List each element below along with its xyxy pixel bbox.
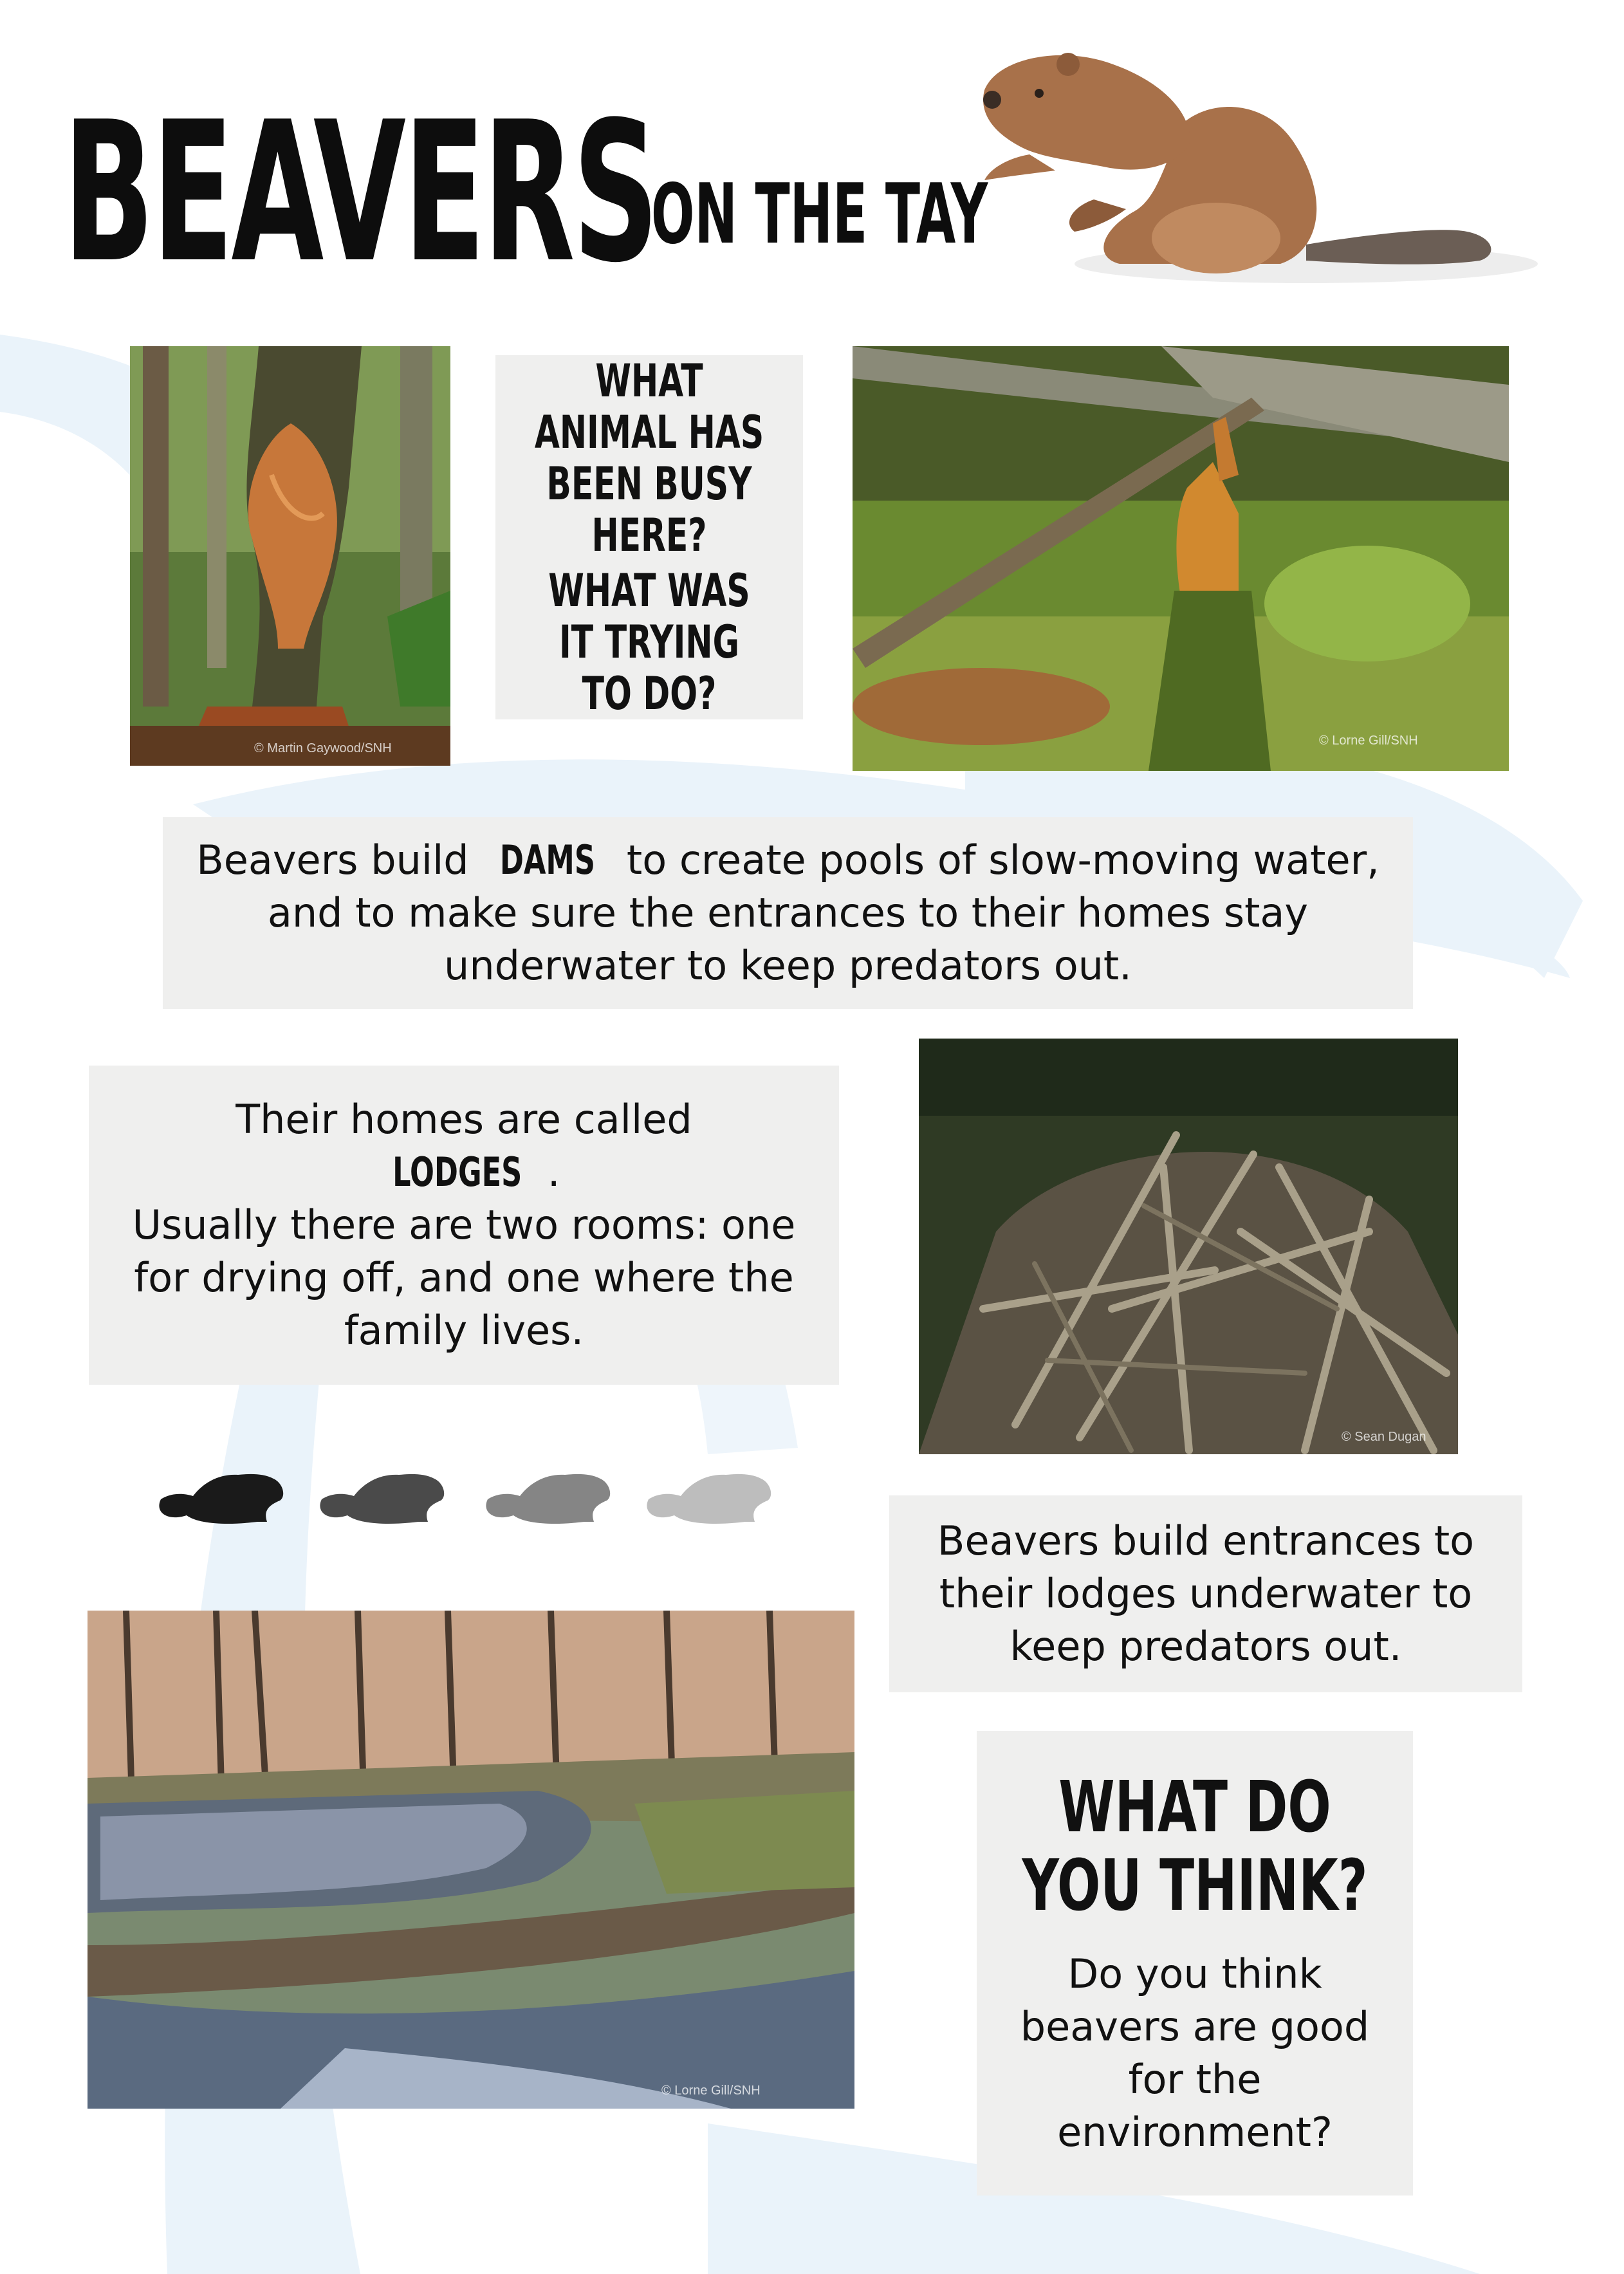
dam-photo (88, 1611, 854, 2109)
lodge-photo (919, 1039, 1458, 1454)
think-box (977, 1731, 1413, 2195)
lodges-info-box: Their homes are called LODGES . Usually there are two rooms: one for drying off, and one where the family lives. (89, 1066, 839, 1385)
question-animal: WHAT ANIMAL HAS BEEN BUSY HERE? (534, 355, 764, 562)
question-purpose: WHAT WAS IT TRYING TO DO? (548, 564, 750, 720)
photo-credit: © Lorne Gill/SNH (661, 2084, 761, 2098)
page-title: BEAVERS (63, 80, 657, 305)
lodges-line1: Their homes are called (235, 1096, 692, 1143)
entrances-info-text: Beavers build entrances to their lodges underwater to keep predators out. (937, 1517, 1475, 1670)
lodges-rest: Usually there are two rooms: one for drying off, and one where the family lives. (132, 1201, 796, 1354)
dams-info-box (163, 817, 1413, 1009)
beaver-silhouette-icon (481, 1461, 616, 1531)
lodges-keyword: LODGES (392, 1149, 522, 1196)
beaver-silhouette-icon (315, 1461, 450, 1531)
dams-keyword: DAMS (500, 837, 596, 883)
entrances-info-box (889, 1495, 1522, 1692)
dams-info-text: Beavers build DAMS to create pools of slow-moving water, and to make sure the entrances to their homes stay underwater to keep predators out. (189, 834, 1387, 992)
photo-credit: © Lorne Gill/SNH (1319, 734, 1418, 748)
beaver-silhouette-icon (642, 1461, 777, 1531)
think-heading: WHAT DO YOU THINK? (1022, 1766, 1368, 1927)
question-box (495, 355, 803, 719)
gnawed-branches-photo (853, 346, 1509, 771)
photo-credit: © Martin Gaywood/SNH (254, 741, 392, 755)
gnawed-tree-photo (130, 346, 450, 766)
beaver-silhouette-icon (154, 1461, 290, 1531)
beaver-illustration (946, 45, 1538, 290)
think-text: Do you think beavers are good for the environment? (1020, 1950, 1370, 2156)
photo-credit: © Sean Dugan (1342, 1430, 1426, 1444)
page-subtitle: ON THE TAY (651, 167, 988, 263)
